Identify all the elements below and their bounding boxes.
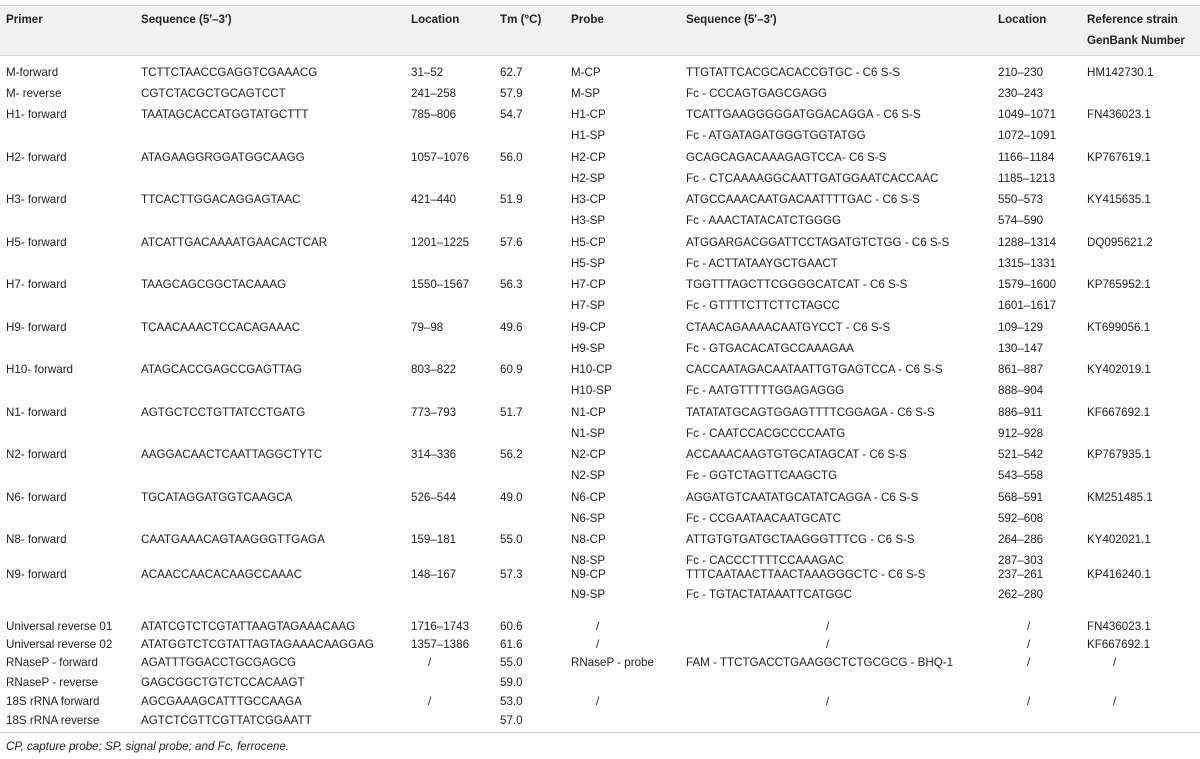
table-cell-loc2: 210–230	[998, 66, 1044, 79]
table-cell-seq1: AGTGCTCCTGTTATCCTGATG	[141, 406, 306, 419]
table-cell-ref: KP767935.1	[1087, 448, 1151, 461]
table-cell-seq2: TTTCAATAACTTAACTAAAGGGCTC - C6 S-S	[686, 568, 926, 581]
table-cell-loc2: 1072–1091	[998, 129, 1057, 142]
table-cell-tm: 57.6	[500, 236, 523, 249]
table-cell-seq2: Fc - GTGACACATGCCAAAGAA	[686, 342, 854, 355]
table-cell-probe: H9-SP	[571, 342, 606, 355]
table-cell-seq2: Fc - CTCAAAAGGCAATTGATGGAATCACCAAC	[686, 172, 939, 185]
table-cell-probe: H2-CP	[571, 151, 606, 164]
table-cell-seq2: Fc - AAACTATACATCTGGGG	[686, 214, 842, 227]
table-cell-loc2: 109–129	[998, 321, 1044, 334]
table-cell-primer: Universal reverse 02	[6, 638, 113, 651]
table-cell-ref: KP416240.1	[1087, 568, 1151, 581]
table-cell-loc1: 148–167	[411, 568, 457, 581]
table-cell-primer: H2- forward	[6, 151, 67, 164]
table-cell-primer: 18S rRNA forward	[6, 695, 100, 708]
table-cell-probe: N9-CP	[571, 568, 606, 581]
header-sequence-2: Sequence (5′–3′)	[686, 13, 777, 26]
table-cell-loc2: 1315–1331	[998, 257, 1057, 270]
table-cell-probe: /	[596, 638, 600, 651]
table-cell-seq2: Fc - CCCAGTGAGCGAGG	[686, 87, 828, 100]
table-cell-primer: RNaseP - reverse	[6, 676, 98, 689]
table-cell-ref: KF667692.1	[1087, 638, 1151, 651]
table-cell-probe: M-CP	[571, 66, 601, 79]
table-cell-seq1: ATAGAAGGRGGATGGCAAGG	[141, 151, 305, 164]
table-cell-loc2: 886–911	[998, 406, 1043, 419]
table-cell-seq2: Fc - ATGATAGATGGGTGGTATGG	[686, 129, 866, 142]
table-cell-tm: 51.7	[500, 406, 523, 419]
table-cell-seq2: Fc - GTTTTCTTCTTCTAGCC	[686, 299, 840, 312]
table-cell-tm: 54.7	[500, 108, 523, 121]
table-cell-primer: H10- forward	[6, 363, 74, 376]
table-cell-loc2: 237–261	[998, 568, 1044, 581]
table-cell-primer: H7- forward	[6, 278, 67, 291]
table-cell-loc1: 421–440	[411, 193, 457, 206]
table-cell-ref: KY415635.1	[1087, 193, 1151, 206]
table-cell-seq2: /	[826, 620, 830, 633]
table-cell-loc1: 1716–1743	[411, 620, 470, 633]
table-cell-primer: N6- forward	[6, 491, 67, 504]
table-cell-loc2: /	[1027, 620, 1031, 633]
table-cell-loc1: 241–258	[411, 87, 457, 100]
table-cell-loc1: 526–544	[411, 491, 457, 504]
table-cell-tm: 61.6	[500, 638, 523, 651]
table-cell-loc2: 568–591	[998, 491, 1044, 504]
table-cell-probe: H1-SP	[571, 129, 606, 142]
table-cell-seq1: AGATTTGGACCTGCGAGCG	[141, 656, 297, 669]
table-cell-seq2: TCATTGAAGGGGGATGGACAGGA - C6 S-S	[686, 108, 921, 121]
table-cell-tm: 62.7	[500, 66, 523, 79]
header-location-1: Location	[411, 13, 460, 26]
header-location-2: Location	[998, 13, 1047, 26]
table-cell-probe: N8-CP	[571, 533, 606, 546]
table-cell-ref: KY402019.1	[1087, 363, 1151, 376]
table-cell-probe: M-SP	[571, 87, 600, 100]
table-cell-loc1: 159–181	[411, 533, 457, 546]
table-cell-tm: 56.2	[500, 448, 523, 461]
table-cell-loc1: /	[428, 656, 432, 669]
table-cell-loc2: 550–573	[998, 193, 1044, 206]
table-cell-seq1: ATATGGTCTCGTATTAGTAGAAACAAGGAG	[141, 638, 374, 651]
table-cell-loc1: 773–793	[411, 406, 457, 419]
header-primer: Primer	[6, 13, 43, 26]
table-cell-seq2: Fc - CACCCTTTTCCAAAGAC	[686, 554, 844, 567]
table-cell-tm: 57.0	[500, 714, 523, 727]
header-probe: Probe	[571, 13, 604, 26]
header-reference-strain: Reference strain	[1087, 13, 1178, 26]
table-cell-loc2: 861–887	[998, 363, 1044, 376]
table-cell-seq2: CTAACAGAAAACAATGYCCT - C6 S-S	[686, 321, 891, 334]
table-cell-primer: M-forward	[6, 66, 59, 79]
table-cell-loc1: /	[428, 695, 432, 708]
table-cell-probe: H3-CP	[571, 193, 606, 206]
table-cell-ref: /	[1113, 695, 1117, 708]
table-cell-probe: H7-CP	[571, 278, 606, 291]
table-cell-tm: 55.0	[500, 656, 523, 669]
table-cell-primer: N9- forward	[6, 568, 67, 581]
table-cell-loc2: 230–243	[998, 87, 1044, 100]
table-cell-loc1: 1057–1076	[411, 151, 470, 164]
table-cell-probe: N6-CP	[571, 491, 606, 504]
table-cell-seq2: CACCAATAGACAATAATTGTGAGTCCA - C6 S-S	[686, 363, 943, 376]
table-cell-seq1: ATATCGTCTCGTATTAAGTAGAAACAAG	[141, 620, 356, 633]
table-cell-primer: H3- forward	[6, 193, 67, 206]
table-cell-loc1: 785–806	[411, 108, 457, 121]
table-cell-ref: KF667692.1	[1087, 406, 1151, 419]
table-cell-seq2: TTGTATTCACGCACACCGTGC - C6 S-S	[686, 66, 901, 79]
table-cell-seq1: CAATGAAACAGTAAGGGTTGAGA	[141, 533, 325, 546]
table-cell-primer: Universal reverse 01	[6, 620, 113, 633]
table-cell-loc2: /	[1027, 638, 1031, 651]
table-cell-ref: DQ095621.2	[1087, 236, 1153, 249]
header-genbank-number: GenBank Number	[1087, 34, 1185, 47]
table-cell-loc2: 912–928	[998, 427, 1044, 440]
table-cell-loc2: 888–904	[998, 384, 1044, 397]
table-cell-ref: KP767619.1	[1087, 151, 1151, 164]
table-cell-seq2: Fc - TGTACTATAAATTCATGGC	[686, 588, 852, 601]
table-cell-loc2: 130–147	[998, 342, 1044, 355]
table-cell-seq2: Fc - AATGTTTTTGGAGAGGG	[686, 384, 845, 397]
table-cell-primer: RNaseP - forward	[6, 656, 98, 669]
table-cell-tm: 49.6	[500, 321, 523, 334]
table-cell-ref: /	[1113, 656, 1117, 669]
table-cell-loc2: 1601–1617	[998, 299, 1057, 312]
table-cell-seq2: AGGATGTCAATATGCATATCAGGA - C6 S-S	[686, 491, 919, 504]
table-cell-tm: 57.3	[500, 568, 523, 581]
table-cell-probe: H5-CP	[571, 236, 606, 249]
table-cell-seq2: ACCAAACAAGTGTGCATAGCAT - C6 S-S	[686, 448, 907, 461]
table-cell-probe: N1-CP	[571, 406, 606, 419]
table-cell-probe: N2-CP	[571, 448, 606, 461]
table-cell-probe: N8-SP	[571, 554, 606, 567]
table-cell-loc2: 592–608	[998, 512, 1044, 525]
table-cell-tm: 56.0	[500, 151, 523, 164]
table-cell-loc1: 79–98	[411, 321, 444, 334]
table-cell-probe: RNaseP - probe	[571, 656, 654, 669]
table-cell-seq1: TCAACAAACTCCACAGAAAC	[141, 321, 301, 334]
table-cell-ref: KY402021.1	[1087, 533, 1151, 546]
table-cell-loc2: 521–542	[998, 448, 1044, 461]
table-cell-tm: 60.6	[500, 620, 523, 633]
table-cell-tm: 57.9	[500, 87, 523, 100]
table-cell-seq1: TCTTCTAACCGAGGTCGAAACG	[141, 66, 318, 79]
table-cell-seq2: TGGTTTAGCTTCGGGGCATCAT - C6 S-S	[686, 278, 908, 291]
table-cell-loc2: 1185–1213	[998, 172, 1056, 185]
table-cell-primer: H1- forward	[6, 108, 67, 121]
table-cell-probe: N1-SP	[571, 427, 606, 440]
table-cell-probe: N6-SP	[571, 512, 606, 525]
table-cell-probe: H1-CP	[571, 108, 606, 121]
table-cell-primer: N1- forward	[6, 406, 67, 419]
table-cell-seq1: AAGGACAACTCAATTAGGCTYTC	[141, 448, 323, 461]
table-cell-seq1: TAAGCAGCGGCTACAAAG	[141, 278, 287, 291]
table-cell-probe: N2-SP	[571, 469, 606, 482]
table-cell-ref: FN436023.1	[1087, 620, 1151, 633]
table-cell-primer: N2- forward	[6, 448, 67, 461]
table-cell-loc1: 1357–1386	[411, 638, 470, 651]
table-cell-ref: KP765952.1	[1087, 278, 1151, 291]
table-cell-seq2: Fc - CCGAATAACAATGCATC	[686, 512, 842, 525]
table-cell-loc1: 1550–1567	[411, 278, 470, 291]
table-cell-probe: H5-SP	[571, 257, 606, 270]
table-cell-seq1: CGTCTACGCTGCAGTCCT	[141, 87, 286, 100]
table-cell-seq1: TTCACTTGGACAGGAGTAAC	[141, 193, 301, 206]
table-cell-probe: H10-SP	[571, 384, 612, 397]
header-tm: Tm (°C)	[500, 13, 542, 26]
table-cell-seq2: Fc - CAATCCACGCCCCAATG	[686, 427, 846, 440]
table-cell-seq1: ACAACCAACACAAGCCAAAC	[141, 568, 303, 581]
table-cell-seq2: FAM - TTCTGACCTGAAGGCTCTGCGCG - BHQ-1	[686, 656, 954, 669]
table-cell-tm: 56.3	[500, 278, 523, 291]
table-cell-seq2: Fc - GGTCTAGTTCAAGCTG	[686, 469, 838, 482]
table-cell-ref: KT699056.1	[1087, 321, 1151, 334]
table-footnote: CP, capture probe; SP, signal probe; and Fc, ferrocene.	[6, 740, 290, 753]
table-cell-loc2: 1166–1184	[998, 151, 1055, 164]
table-cell-tm: 53.0	[500, 695, 523, 708]
table-cell-seq1: AGCGAAAGCATTTGCCAAGA	[141, 695, 302, 708]
table-cell-seq2: ATTGTGTGATGCTAAGGGTTTCG - C6 S-S	[686, 533, 915, 546]
table-cell-seq2: TATATATGCAGTGGAGTTTTCGGAGA - C6 S-S	[686, 406, 935, 419]
table-cell-probe: H7-SP	[571, 299, 606, 312]
table-cell-tm: 59.0	[500, 676, 523, 689]
table-cell-seq2: GCAGCAGACAAAGAGTCCA- C6 S-S	[686, 151, 887, 164]
table-cell-seq1: TAATAGCACCATGGTATGCTTT	[141, 108, 309, 121]
table-cell-primer: H9- forward	[6, 321, 67, 334]
table-cell-probe: /	[596, 620, 600, 633]
table-cell-probe: H3-SP	[571, 214, 606, 227]
table-bottom-rule	[0, 732, 1200, 733]
table-cell-seq2: /	[826, 638, 830, 651]
table-cell-ref: KM251485.1	[1087, 491, 1153, 504]
table-cell-probe: /	[596, 695, 600, 708]
table-cell-tm: 49.0	[500, 491, 523, 504]
table-cell-loc1: 1201–1225	[411, 236, 470, 249]
table-cell-primer: 18S rRNA reverse	[6, 714, 100, 727]
table-cell-seq1: ATAGCACCGAGCCGAGTTAG	[141, 363, 303, 376]
table-cell-loc2: 543–558	[998, 469, 1044, 482]
table-cell-loc2: 264–286	[998, 533, 1044, 546]
table-cell-probe: H10-CP	[571, 363, 613, 376]
table-cell-tm: 55.0	[500, 533, 523, 546]
table-cell-seq2: /	[826, 695, 830, 708]
table-cell-loc1: 31–52	[411, 66, 444, 79]
table-cell-ref: HM142730.1	[1087, 66, 1154, 79]
table-cell-loc1: 803–822	[411, 363, 457, 376]
table-cell-tm: 51.9	[500, 193, 523, 206]
table-cell-loc2: /	[1027, 656, 1031, 669]
table-cell-loc1: 314–336	[411, 448, 457, 461]
table-cell-seq2: ATGCCAAACAATGACAATTTTGAC - C6 S-S	[686, 193, 920, 206]
table-cell-loc2: 1049–1071	[998, 108, 1057, 121]
table-cell-primer: M- reverse	[6, 87, 62, 100]
table-cell-primer: H5- forward	[6, 236, 67, 249]
table-cell-ref: FN436023.1	[1087, 108, 1151, 121]
header-sequence-1: Sequence (5′–3′)	[141, 13, 232, 26]
table-cell-probe: H9-CP	[571, 321, 606, 334]
table-cell-seq1: ATCATTGACAAAATGAACACTCAR	[141, 236, 328, 249]
table-cell-loc2: 574–590	[998, 214, 1044, 227]
table-cell-probe: H2-SP	[571, 172, 606, 185]
table-cell-tm: 60.9	[500, 363, 523, 376]
table-cell-seq1: AGTCTCGTTCGTTATCGGAATT	[141, 714, 312, 727]
table-cell-primer: N8- forward	[6, 533, 67, 546]
table-cell-seq2: Fc - ACTTATAAYGCTGAACT	[686, 257, 838, 270]
table-cell-loc2: 287–303	[998, 554, 1044, 567]
table-cell-loc2: /	[1027, 695, 1031, 708]
table-cell-seq1: TGCATAGGATGGTCAAGCA	[141, 491, 293, 504]
table-cell-seq1: GAGCGGCTGTCTCCACAAGT	[141, 676, 305, 689]
table-cell-loc2: 1579–1600	[998, 278, 1057, 291]
table-cell-seq2: ATGGARGACGGATTCCTAGATGTCTGG - C6 S-S	[686, 236, 950, 249]
table-cell-probe: N9-SP	[571, 588, 606, 601]
table-cell-loc2: 1288–1314	[998, 236, 1057, 249]
table-cell-loc2: 262–280	[998, 588, 1044, 601]
